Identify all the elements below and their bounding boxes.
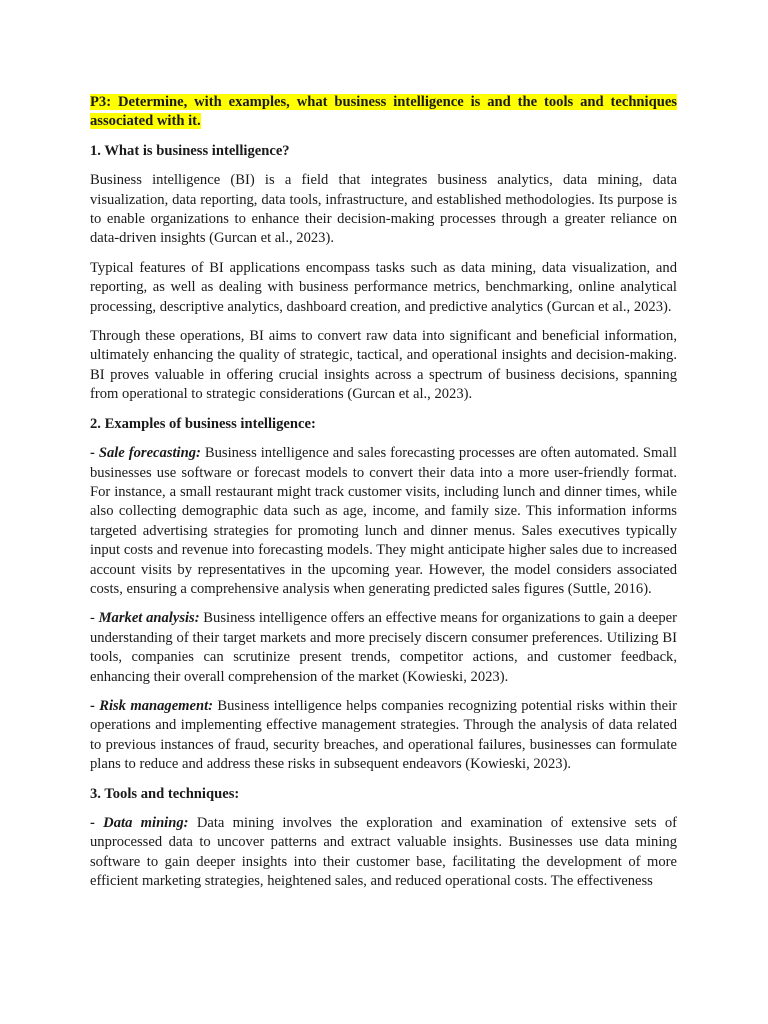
list-dash: - [90,697,100,714]
list-dash: - [90,445,99,462]
example-risk-management [90,697,677,775]
document-page [90,93,677,902]
text-sale-forecasting: Business intelligence and sales forecasting processes are often automated. Small businesses use software or forecast models to convert their data into a more user-friendly format. For instance, a small restaurant might track customer visits, including lunch and dinner times, while also collecting demographic data such as age, income, and family size. This information informs targeted advertising strategies for promoting lunch and dinner menus. Sales executives typically input costs and revenue into forecasting models. They might anticipate higher sales due to increased account visits by representatives in the upcoming year. However, the model considers associated costs, ensuring a comprehensive analysis when generating predicted sales figures (Suttle, 2016). [90,445,677,597]
section-1-paragraph-3: Through these operations, BI aims to convert raw data into significant and beneficial information, ultimately enhancing the quality of strategic, tactical, and operational insights and decision-making. BI proves valuable in offering crucial insights across a spectrum of business decisions, spanning from operational to strategic considerations (Gurcan et al., 2023). [90,328,677,403]
term-data-mining: Data mining: [103,815,189,831]
list-dash: - [90,610,99,627]
assignment-title [90,93,677,132]
list-dash: - [90,815,104,831]
section-1-heading: 1. What is business intelligence? [90,142,290,159]
term-risk-management: Risk management: [99,697,214,714]
title-highlight: P3: Determine, with examples, what business intelligence is and the tools and techniques associated with it. [90,94,677,130]
tool-data-mining [90,814,677,892]
term-market-analysis: Market analysis: [98,610,200,627]
section-2-heading: 2. Examples of business intelligence: [90,415,316,432]
example-sale-forecasting [90,444,677,599]
text-risk-management: Business intelligence helps companies recognizing potential risks within their operations and implementing effective management strategies. Through the analysis of data related to previous instances of fraud, security breaches, and operational failures, businesses can formulate plans to reduce and address these risks in subsequent endeavors (Kowieski, 2023). [90,697,677,773]
section-3-heading: 3. Tools and techniques: [90,785,240,802]
text-market-analysis: Business intelligence offers an effective means for organizations to gain a deeper understanding of their target markets and more precisely discern consumer preferences. Utilizing BI tools, companies can scrutinize present trends, competitor actions, and customer feedback, enhancing their overall comprehension of the market (Kowieski, 2023). [90,610,677,685]
example-market-analysis [90,609,677,687]
section-1-paragraph-2: Typical features of BI applications encompass tasks such as data mining, data visualization, and reporting, as well as dealing with business performance metrics, benchmarking, online analytical processing, descriptive analytics, dashboard creation, and predictive analytics (Gurcan et al., 2023). [90,259,677,315]
section-1-paragraph-1: Business intelligence (BI) is a field that integrates business analytics, data mining, data visualization, data reporting, data tools, infrastructure, and established methodologies. Its purpose is to enable organizations to enhance their decision-making processes through a greater reliance on data-driven insights (Gurcan et al., 2023). [90,172,677,247]
text-data-mining: Data mining involves the exploration and examination of extensive sets of unprocessed data to uncover patterns and extract valuable insights. Businesses use data mining software to gain deeper insights into their customer base, facilitating the development of more efficient marketing strategies, heightened sales, and reduced operational costs. The effectiveness [90,815,677,890]
term-sale-forecasting: Sale forecasting: [98,445,201,462]
